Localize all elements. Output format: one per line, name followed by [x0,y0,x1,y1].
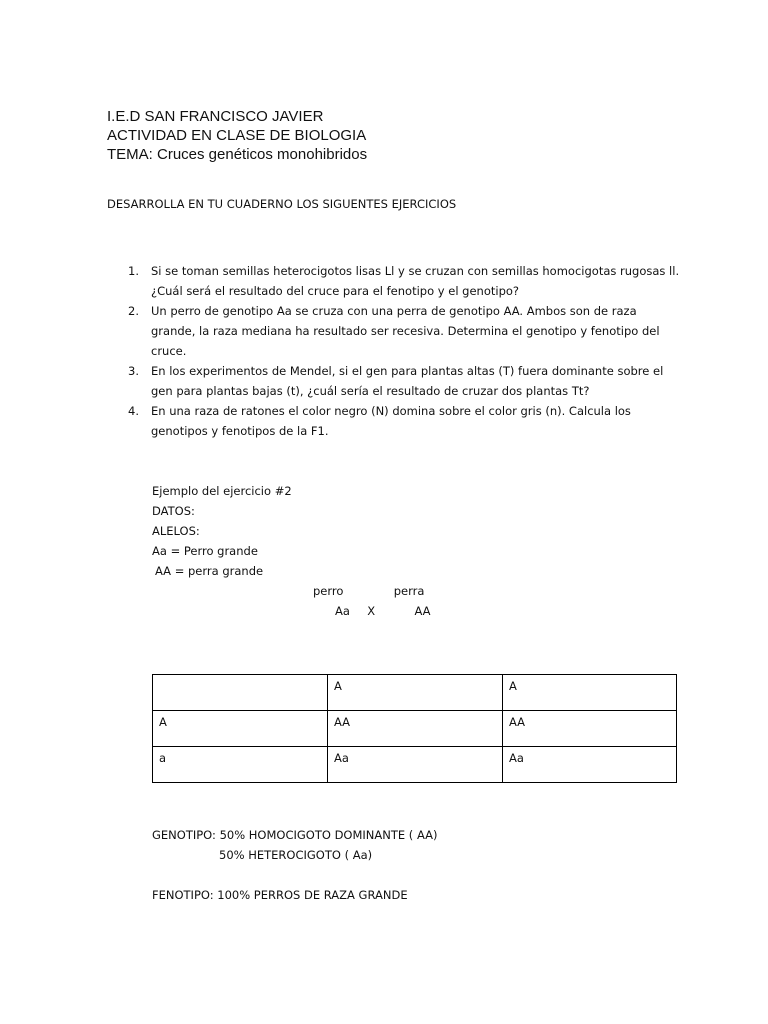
exercise-line: gen para plantas bajas (t), ¿cuál sería el resultado de cruzar dos plantas Tt? [151,384,590,398]
exercise-line: cruce. [151,344,187,358]
exercise-item [128,301,661,361]
exercise-number: 1. [128,264,139,278]
exercise-line: Un perro de genotipo Aa se cruza con una perra de genotipo AA. Ambos son de raza [151,304,637,318]
example-section [152,481,292,581]
male-genotype: Aa [335,604,350,618]
genotype-line-2: 50% HETEROCIGOTO ( Aa) [219,848,373,862]
exercise-line: En los experimentos de Mendel, si el gen para plantas altas (T) fuera dominante sobre el [151,364,664,378]
female-parent-label: perra [393,584,425,598]
exercise-list [128,261,680,441]
phenotype-result: FENOTIPO: 100% PERROS DE RAZA GRANDE [152,888,408,902]
topic-title: TEMA: Cruces genéticos monohibridos [107,146,368,163]
cross-symbol: X [367,604,376,618]
punnett-row-header-cell: A [153,711,328,747]
exercise-item [128,261,680,301]
punnett-cell: Aa [328,747,503,783]
punnett-row-header-cell: a [153,747,328,783]
example-title: Ejemplo del ejercicio #2 [152,484,292,498]
punnett-cell: Aa [503,747,677,783]
punnett-corner-cell [153,675,328,711]
punnett-cell: AA [328,711,503,747]
punnett-cell: AA [503,711,677,747]
table-row [153,747,677,783]
exercise-number: 2. [128,304,139,318]
alelos-label: ALELOS: [152,524,200,538]
activity-title: ACTIVIDAD EN CLASE DE BIOLOGIA [107,127,367,144]
exercise-number: 3. [128,364,139,378]
datos-label: DATOS: [152,504,195,518]
table-row [153,711,677,747]
allele-female: AA = perra grande [155,564,264,578]
exercise-line: grande, la raza mediana ha resultado ser recesiva. Determina el genotipo y fenotipo del [151,324,660,338]
instruction-text: DESARROLLA EN TU CUADERNO LOS SIGUENTES EJERCICIOS [107,197,457,211]
table-row [153,675,677,711]
punnett-header-cell: A [328,675,503,711]
school-name: I.E.D SAN FRANCISCO JAVIER [107,108,324,125]
cross-genotypes [335,601,431,621]
exercise-line: Si se toman semillas heterocigotos lisas Ll y se cruzan con semillas homocigotas rugosas ll. [151,264,680,278]
exercise-line: genotipos y fenotipos de la F1. [151,424,329,438]
genotype-result [152,825,438,865]
allele-male: Aa = Perro grande [152,544,258,558]
exercise-number: 4. [128,404,139,418]
document-header [107,107,367,164]
exercise-item [128,361,664,401]
punnett-header-cell: A [503,675,677,711]
female-genotype: AA [414,604,431,618]
exercise-line: En una raza de ratones el color negro (N) domina sobre el color gris (n). Calcula los [151,404,631,418]
exercise-line: ¿Cuál será el resultado del cruce para el fenotipo y el genotipo? [151,284,520,298]
genotype-line-1: GENOTIPO: 50% HOMOCIGOTO DOMINANTE ( AA) [152,828,438,842]
male-parent-label: perro [313,584,344,598]
exercise-item [128,401,661,441]
punnett-square [152,674,677,783]
cross-parent-labels [313,581,424,601]
